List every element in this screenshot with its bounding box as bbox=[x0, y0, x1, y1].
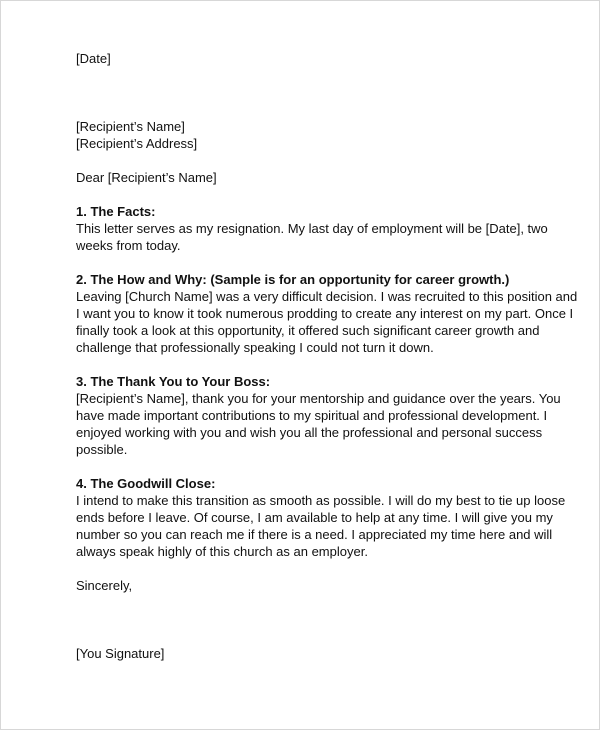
section-goodwill-close bbox=[76, 475, 581, 560]
spacer bbox=[76, 152, 581, 169]
section-line: finally took a look at this opportunity, it offered such significant career growth and bbox=[76, 323, 540, 338]
spacer bbox=[76, 594, 581, 645]
spacer bbox=[76, 67, 581, 118]
section-line: This letter serves as my resignation. My last day of employment will be [Date], two bbox=[76, 221, 548, 236]
section-line: number so you can reach me if there is a need. I appreciated my time here and will bbox=[76, 527, 553, 542]
section-line: possible. bbox=[76, 442, 128, 457]
spacer bbox=[76, 186, 581, 203]
section-heading: 4. The Goodwill Close: bbox=[76, 476, 216, 491]
section-line: enjoyed working with you and wish you all the professional and personal success bbox=[76, 425, 543, 440]
recipient-address: [Recipient’s Address] bbox=[76, 136, 198, 151]
section-line: [Recipient’s Name], thank you for your mentorship and guidance over the years. You bbox=[76, 391, 561, 406]
section-heading: 3. The Thank You to Your Boss: bbox=[76, 374, 271, 389]
section-line: I want you to know it took numerous prodding to create any interest on my part. Once I bbox=[76, 306, 574, 321]
letter-date: [Date] bbox=[76, 51, 111, 66]
section-thank-you bbox=[76, 373, 581, 458]
letter-body bbox=[76, 50, 581, 662]
closing: Sincerely, bbox=[76, 578, 133, 593]
section-line: weeks from today. bbox=[76, 238, 181, 253]
section-line: ends before I leave. Of course, I am available to help at any time. I will give you my bbox=[76, 510, 553, 525]
signature: [You Signature] bbox=[76, 646, 165, 661]
section-line: always speak highly of this church as an employer. bbox=[76, 544, 368, 559]
spacer bbox=[76, 458, 581, 475]
spacer bbox=[76, 254, 581, 271]
section-line: Leaving [Church Name] was a very difficult decision. I was recruited to this position and bbox=[76, 289, 578, 304]
section-facts bbox=[76, 203, 581, 254]
section-line: have made important contributions to my spiritual and professional development. I bbox=[76, 408, 548, 423]
section-how-and-why bbox=[76, 271, 581, 356]
spacer bbox=[76, 356, 581, 373]
salutation: Dear [Recipient’s Name] bbox=[76, 170, 217, 185]
section-heading: 1. The Facts: bbox=[76, 204, 156, 219]
section-line: challenge that professionally speaking I could not turn it down. bbox=[76, 340, 434, 355]
section-heading: 2. The How and Why: (Sample is for an opportunity for career growth.) bbox=[76, 272, 510, 287]
section-line: I intend to make this transition as smooth as possible. I will do my best to tie up loose bbox=[76, 493, 566, 508]
spacer bbox=[76, 560, 581, 577]
recipient-name: [Recipient’s Name] bbox=[76, 119, 185, 134]
